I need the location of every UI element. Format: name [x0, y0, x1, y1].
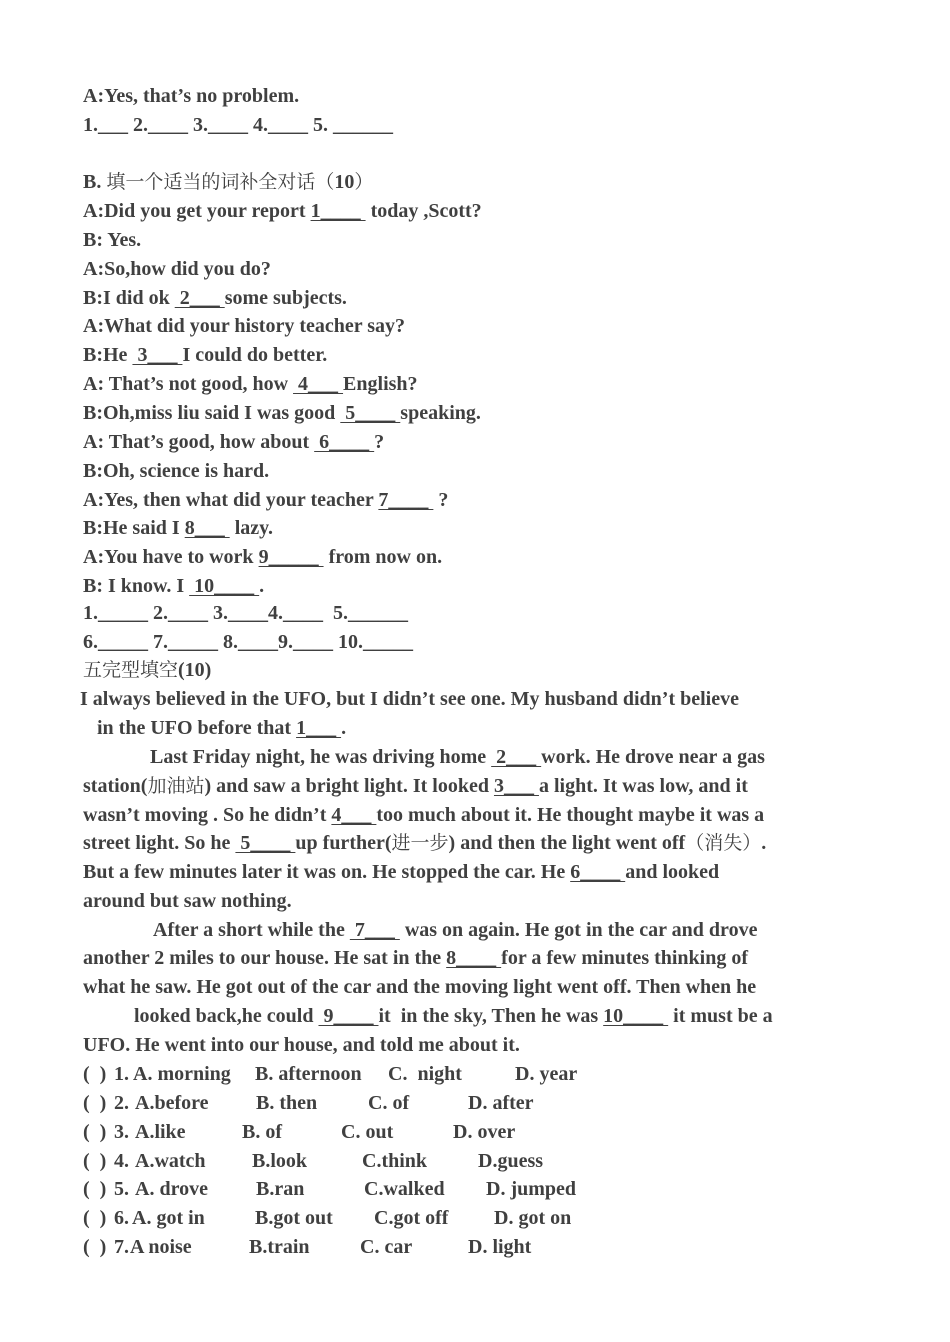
- passage-text: 加油站: [147, 775, 205, 797]
- option-a[interactable]: A. morning: [133, 1063, 231, 1085]
- title-num: 10: [334, 171, 355, 193]
- option-a[interactable]: A noise: [130, 1236, 192, 1259]
- passage-line: [150, 743, 765, 772]
- passage-line: [134, 1002, 773, 1031]
- answer-blank[interactable]: 6____: [570, 861, 626, 883]
- section-b-title: [83, 168, 373, 197]
- option-a[interactable]: A. drove: [135, 1178, 208, 1201]
- dialogue-line: [83, 226, 141, 255]
- answer-paren[interactable]: ( ): [83, 1149, 107, 1172]
- answer-blank[interactable]: 7___: [349, 919, 400, 941]
- answer-blank[interactable]: 4___: [293, 373, 344, 396]
- answer-blank[interactable]: 3___: [132, 344, 183, 367]
- passage-text: wasn’t moving . So he didn’t: [83, 804, 332, 826]
- passage-text: （消失）: [685, 832, 762, 854]
- answer-blank[interactable]: 5____: [340, 401, 401, 424]
- answer-blank[interactable]: 8____: [446, 947, 502, 969]
- title-close: ）: [354, 171, 374, 193]
- answer-row: 1._____ 2.____ 3.____4.____ 5.______: [83, 602, 408, 624]
- dialogue-line: [83, 255, 271, 284]
- answer-paren[interactable]: ( ): [83, 1091, 107, 1114]
- option-d[interactable]: D. year: [515, 1063, 578, 1085]
- answer-blank[interactable]: 1___: [296, 717, 342, 739]
- line-text: A:So,how did you do?: [83, 257, 271, 280]
- passage-text: street light. So he: [83, 832, 236, 854]
- option-c[interactable]: C. car: [360, 1236, 413, 1259]
- option-c[interactable]: C. of: [368, 1091, 410, 1114]
- option-b[interactable]: B. afternoon: [255, 1063, 362, 1085]
- passage-text: it in the sky, Then he was: [378, 1005, 604, 1027]
- answer-blank[interactable]: 9_____: [258, 546, 324, 569]
- line-text: ?: [433, 488, 449, 511]
- answer-blank[interactable]: 1____: [310, 200, 366, 222]
- title-cn: 填一个适当的词补全对话（: [106, 171, 335, 193]
- passage-line: [83, 858, 719, 887]
- line-text: speaking.: [400, 401, 481, 424]
- line-text: A:You have to work: [83, 546, 259, 569]
- dialogue-line: [83, 284, 347, 313]
- title-num: (10): [178, 659, 212, 681]
- option-c[interactable]: C. night: [388, 1063, 462, 1085]
- answer-blank[interactable]: 8___: [184, 517, 230, 540]
- option-d[interactable]: D. after: [468, 1091, 534, 1114]
- option-c[interactable]: C.walked: [364, 1178, 445, 1201]
- passage-text: and looked: [625, 861, 720, 883]
- line-text: A:Yes, then what did your teacher: [83, 488, 379, 511]
- line-text: I could do better.: [182, 344, 328, 367]
- answer-paren[interactable]: ( ): [83, 1178, 107, 1201]
- passage-text: But a few minutes later it was on. He stopped the car. He: [83, 861, 571, 883]
- line-text: B:I did ok: [83, 286, 175, 309]
- dialogue-line: [83, 197, 482, 226]
- passage-text: for a few minutes thinking of: [501, 947, 749, 969]
- passage-text: .: [341, 717, 347, 739]
- section-five-title: [83, 656, 211, 685]
- option-d[interactable]: D. got on: [494, 1207, 572, 1230]
- answer-row: 6._____ 7._____ 8.____9.____ 10._____: [83, 631, 413, 653]
- question-number: 3.: [114, 1120, 129, 1143]
- question-number: 1.: [114, 1063, 129, 1085]
- option-a[interactable]: A.like: [135, 1120, 186, 1143]
- question-number: 5.: [114, 1178, 129, 1201]
- dialogue-line: [83, 457, 269, 486]
- passage-line: [83, 801, 764, 830]
- passage-text: 进一步: [391, 832, 449, 854]
- answer-paren[interactable]: ( ): [83, 1236, 107, 1259]
- passage-text: I always believed in the UFO, but I didn’t see one. My husband didn’t believe: [80, 688, 739, 710]
- passage-text: After a short while the: [153, 919, 350, 941]
- line-text: B:Oh, science is hard.: [83, 459, 270, 482]
- dialogue-line: [83, 312, 405, 341]
- answer-paren[interactable]: ( ): [83, 1063, 107, 1085]
- answer-blank[interactable]: 3___: [493, 775, 539, 797]
- answer-blank[interactable]: 6____: [314, 430, 375, 453]
- passage-line: [83, 887, 292, 916]
- option-b[interactable]: B.train: [249, 1236, 310, 1259]
- title-cn: 五完型填空: [83, 659, 179, 681]
- answer-blank[interactable]: 4___: [331, 804, 377, 826]
- answer-blank[interactable]: 5____: [235, 832, 296, 854]
- option-a[interactable]: A.watch: [135, 1149, 206, 1172]
- line-text: ?: [374, 430, 385, 453]
- line-text: A: That’s not good, how: [83, 373, 294, 396]
- answer-blank[interactable]: 2___: [491, 746, 542, 768]
- line-text: English?: [343, 373, 418, 396]
- question-number: 7.: [114, 1236, 129, 1259]
- answer-blank[interactable]: 2___: [174, 286, 225, 309]
- passage-text: too much about it. He thought maybe it was a: [376, 804, 765, 826]
- passage-text: ) and then the light went off: [448, 832, 686, 854]
- option-b[interactable]: B.look: [252, 1149, 308, 1172]
- line-text: B:Oh,miss liu said I was good: [83, 401, 341, 424]
- dialogue-line: [83, 428, 384, 457]
- line-text: from now on.: [323, 546, 443, 569]
- answer-blank[interactable]: 10____: [603, 1005, 669, 1027]
- passage-text: was on again. He got in the car and drove: [399, 919, 758, 941]
- line-text: A:Did you get your report: [83, 200, 311, 222]
- option-b[interactable]: B. of: [242, 1120, 282, 1143]
- passage-text: a light. It was low, and it: [538, 775, 748, 797]
- passage-line: [153, 916, 757, 945]
- dialogue-line: [83, 514, 273, 543]
- option-c[interactable]: C. out: [341, 1120, 394, 1143]
- passage-line: [97, 714, 346, 743]
- answer-row: 1.___ 2.____ 3.____ 4.____ 5. ______: [83, 114, 393, 136]
- passage-line: [83, 1031, 520, 1060]
- dialogue-line: A:Yes, that’s no problem.: [83, 85, 300, 107]
- option-b[interactable]: B.got out: [255, 1207, 333, 1230]
- option-b[interactable]: B. then: [256, 1091, 318, 1114]
- passage-text: ) and saw a bright light. It looked: [204, 775, 494, 797]
- option-c[interactable]: C.think: [362, 1149, 428, 1172]
- passage-line: [83, 772, 748, 801]
- line-text: B:He said I: [83, 517, 185, 540]
- answer-blank[interactable]: 10____: [189, 575, 260, 598]
- title-prefix: B.: [83, 171, 107, 193]
- passage-text: Last Friday night, he was driving home: [150, 746, 492, 768]
- passage-text: looked back,he could: [134, 1005, 319, 1027]
- answer-paren[interactable]: ( ): [83, 1207, 107, 1230]
- line-text: .: [259, 575, 265, 598]
- option-d[interactable]: D. jumped: [486, 1178, 577, 1201]
- answer-blank[interactable]: 7____: [378, 488, 434, 511]
- option-d[interactable]: D. over: [453, 1120, 516, 1143]
- line-text: some subjects.: [224, 286, 347, 309]
- option-a[interactable]: A.before: [135, 1091, 209, 1114]
- passage-text: work. He drove near a gas: [541, 746, 765, 768]
- question-number: 4.: [114, 1149, 129, 1172]
- dialogue-line: [83, 341, 327, 370]
- dialogue-line: [83, 486, 448, 515]
- passage-text: station(: [83, 775, 148, 797]
- passage-line: [83, 944, 748, 973]
- line-text: today ,Scott?: [365, 200, 482, 222]
- line-text: B: I know. I: [83, 575, 190, 598]
- line-text: A:What did your history teacher say?: [83, 315, 406, 338]
- passage-text: in the UFO before that: [97, 717, 297, 739]
- line-text: A: That’s good, how about: [83, 430, 315, 453]
- option-d[interactable]: D. light: [468, 1236, 532, 1259]
- line-text: lazy.: [229, 517, 274, 540]
- passage-text: around but saw nothing.: [83, 890, 292, 912]
- passage-line: [80, 685, 739, 714]
- question-number: 6.: [114, 1207, 129, 1230]
- passage-text: up further(: [295, 832, 392, 854]
- answer-paren[interactable]: ( ): [83, 1120, 107, 1143]
- question-number: 2.: [114, 1091, 129, 1114]
- dialogue-line: [83, 543, 442, 572]
- passage-text: another 2 miles to our house. He sat in the: [83, 947, 447, 969]
- dialogue-line: [83, 370, 418, 399]
- option-c[interactable]: C.got off: [374, 1207, 449, 1230]
- passage-line: [83, 973, 756, 1002]
- option-d[interactable]: D.guess: [478, 1149, 544, 1172]
- option-b[interactable]: B.ran: [256, 1178, 305, 1201]
- option-a[interactable]: A. got in: [132, 1207, 205, 1230]
- passage-text: what he saw. He got out of the car and the moving light went off. Then when he: [83, 976, 757, 998]
- passage-line: [83, 829, 766, 858]
- line-text: B: Yes.: [83, 228, 142, 251]
- dialogue-line: [83, 399, 481, 428]
- passage-text: .: [761, 832, 767, 854]
- answer-blank[interactable]: 9____: [318, 1005, 379, 1027]
- passage-text: it must be a: [668, 1005, 773, 1027]
- passage-text: UFO. He went into our house, and told me about it.: [83, 1034, 520, 1056]
- line-text: B:He: [83, 344, 133, 367]
- dialogue-line: [83, 572, 264, 601]
